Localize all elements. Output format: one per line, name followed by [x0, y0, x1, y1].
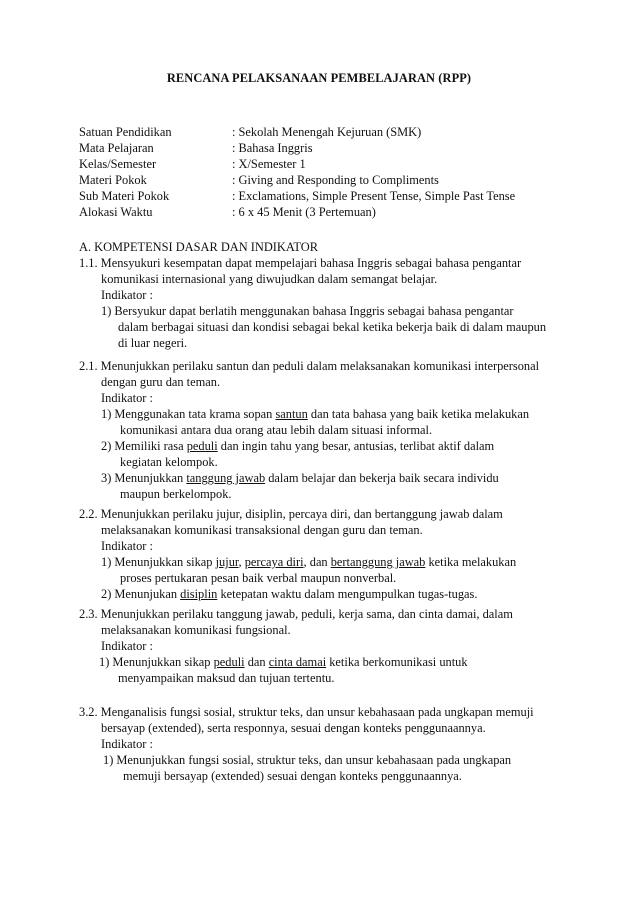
indikator-label: Indikator :	[101, 391, 153, 405]
meta-label: Alokasi Waktu	[79, 205, 153, 219]
kd-line: 2.1. Menunjukkan perilaku santun dan peduli dalam melaksanakan komunikasi interpersonal	[79, 359, 540, 373]
indicator-item-cont: proses pertukaran pesan baik verbal maupun nonverbal.	[120, 571, 397, 585]
kd-line: 2.3. Menunjukkan perilaku tanggung jawab, peduli, kerja sama, dan cinta damai, dalam	[79, 607, 513, 621]
underlined-term: disiplin	[180, 587, 218, 601]
text-run: 1) Menggunakan tata krama sopan	[101, 407, 276, 421]
underlined-term: peduli	[213, 655, 245, 669]
indicator-item-cont: memuji bersayap (extended) sesuai dengan konteks penggunaannya.	[123, 769, 462, 783]
text-run: dan tata bahasa yang baik ketika melakukan	[307, 407, 530, 421]
text-run: dalam belajar dan bekerja baik secara individu	[265, 471, 499, 485]
text-run: ketika melakukan	[425, 555, 517, 569]
meta-value: : Bahasa Inggris	[232, 141, 313, 155]
kd-line: 1.1. Mensyukuri kesempatan dapat mempelajari bahasa Inggris sebagai bahasa pengantar	[79, 256, 522, 270]
underlined-term: peduli	[186, 439, 218, 453]
text-run: , dan	[303, 555, 331, 569]
indicator-item-cont: dalam berbagai situasi dan kondisi sebagai bekal ketika bekerja baik di dalam maupun	[118, 320, 547, 334]
indicator-item	[79, 406, 569, 422]
indikator-label: Indikator :	[101, 539, 153, 553]
kd-line: bersayap (extended), serta responnya, sesuai dengan konteks penggunaannya.	[101, 721, 486, 735]
indicator-item	[79, 470, 569, 486]
section-kd-1-1	[79, 239, 569, 351]
meta-value: : Giving and Responding to Compliments	[232, 173, 439, 187]
kd-line: melaksanakan komunikasi fungsional.	[101, 623, 291, 637]
meta-label: Mata Pelajaran	[79, 141, 154, 155]
kd-line: komunikasi internasional yang diwujudkan dalam semangat belajar.	[101, 272, 438, 286]
indicator-item-cont: di luar negeri.	[118, 336, 188, 350]
indicator-item	[79, 654, 569, 670]
kd-line: 3.2. Menganalisis fungsi sosial, struktur teks, dan unsur kebahasaan pada ungkapan memuji	[79, 705, 534, 719]
indicator-item: 1) Menunjukkan fungsi sosial, struktur teks, dan unsur kebahasaan pada ungkapan	[103, 753, 512, 767]
document-title: RENCANA PELAKSANAAN PEMBELAJARAN (RPP)	[166, 71, 472, 85]
meta-label: Sub Materi Pokok	[79, 189, 170, 203]
text-run: dan	[244, 655, 269, 669]
text-run: dan ingin tahu yang besar, antusias, terlibat aktif dalam	[217, 439, 495, 453]
meta-label: Materi Pokok	[79, 173, 147, 187]
underlined-term: jujur	[215, 555, 239, 569]
underlined-term: tanggung jawab	[186, 471, 266, 485]
indicator-item-cont: menyampaikan maksud dan tujuan tertentu.	[118, 671, 335, 685]
section-heading: A. KOMPETENSI DASAR DAN INDIKATOR	[79, 240, 318, 254]
meta-value: : Exclamations, Simple Present Tense, Simple Past Tense	[232, 189, 516, 203]
kd-line: 2.2. Menunjukkan perilaku jujur, disiplin, percaya diri, dan bertanggung jawab dalam	[79, 507, 503, 521]
section-kd-3-2	[79, 704, 569, 784]
underlined-term: santun	[275, 407, 308, 421]
indikator-label: Indikator :	[101, 639, 153, 653]
indicator-item-cont: kegiatan kelompok.	[120, 455, 218, 469]
text-run: 2) Menunjukan	[101, 587, 181, 601]
kd-line: dengan guru dan teman.	[101, 375, 221, 389]
indikator-label: Indikator :	[101, 288, 153, 302]
underlined-term: percaya diri	[244, 555, 304, 569]
indicator-item	[79, 554, 569, 570]
section-kd-2-1	[79, 358, 569, 502]
meta-value: : Sekolah Menengah Kejuruan (SMK)	[232, 125, 422, 139]
indikator-label: Indikator :	[101, 737, 153, 751]
text-run: 3) Menunjukkan	[101, 471, 187, 485]
text-run: 2) Memiliki rasa	[101, 439, 187, 453]
indicator-item	[79, 438, 569, 454]
meta-value: : X/Semester 1	[232, 157, 306, 171]
indicator-item: 1) Bersyukur dapat berlatih menggunakan bahasa Inggris sebagai bahasa pengantar	[101, 304, 514, 318]
underlined-term: cinta damai	[268, 655, 327, 669]
text-run: ketika berkomunikasi untuk	[326, 655, 468, 669]
text-run: ketepatan waktu dalam mengumpulkan tugas-tugas.	[217, 587, 478, 601]
text-run: 1) Menunjukkan sikap	[101, 555, 216, 569]
underlined-term: bertanggung jawab	[330, 555, 426, 569]
meta-label: Satuan Pendidikan	[79, 125, 172, 139]
indicator-item-cont: komunikasi antara dua orang atau lebih dalam situasi informal.	[120, 423, 433, 437]
meta-value: : 6 x 45 Menit (3 Pertemuan)	[232, 205, 376, 219]
kd-line: melaksanakan komunikasi transaksional dengan guru dan teman.	[101, 523, 423, 537]
text-run: ,	[238, 555, 245, 569]
indicator-item-cont: maupun berkelompok.	[120, 487, 232, 501]
section-kd-2-3	[79, 606, 569, 686]
section-kd-2-2	[79, 506, 569, 602]
text-run: 1) Menunjukkan sikap	[99, 655, 214, 669]
meta-label: Kelas/Semester	[79, 157, 157, 171]
indicator-item	[79, 586, 569, 602]
